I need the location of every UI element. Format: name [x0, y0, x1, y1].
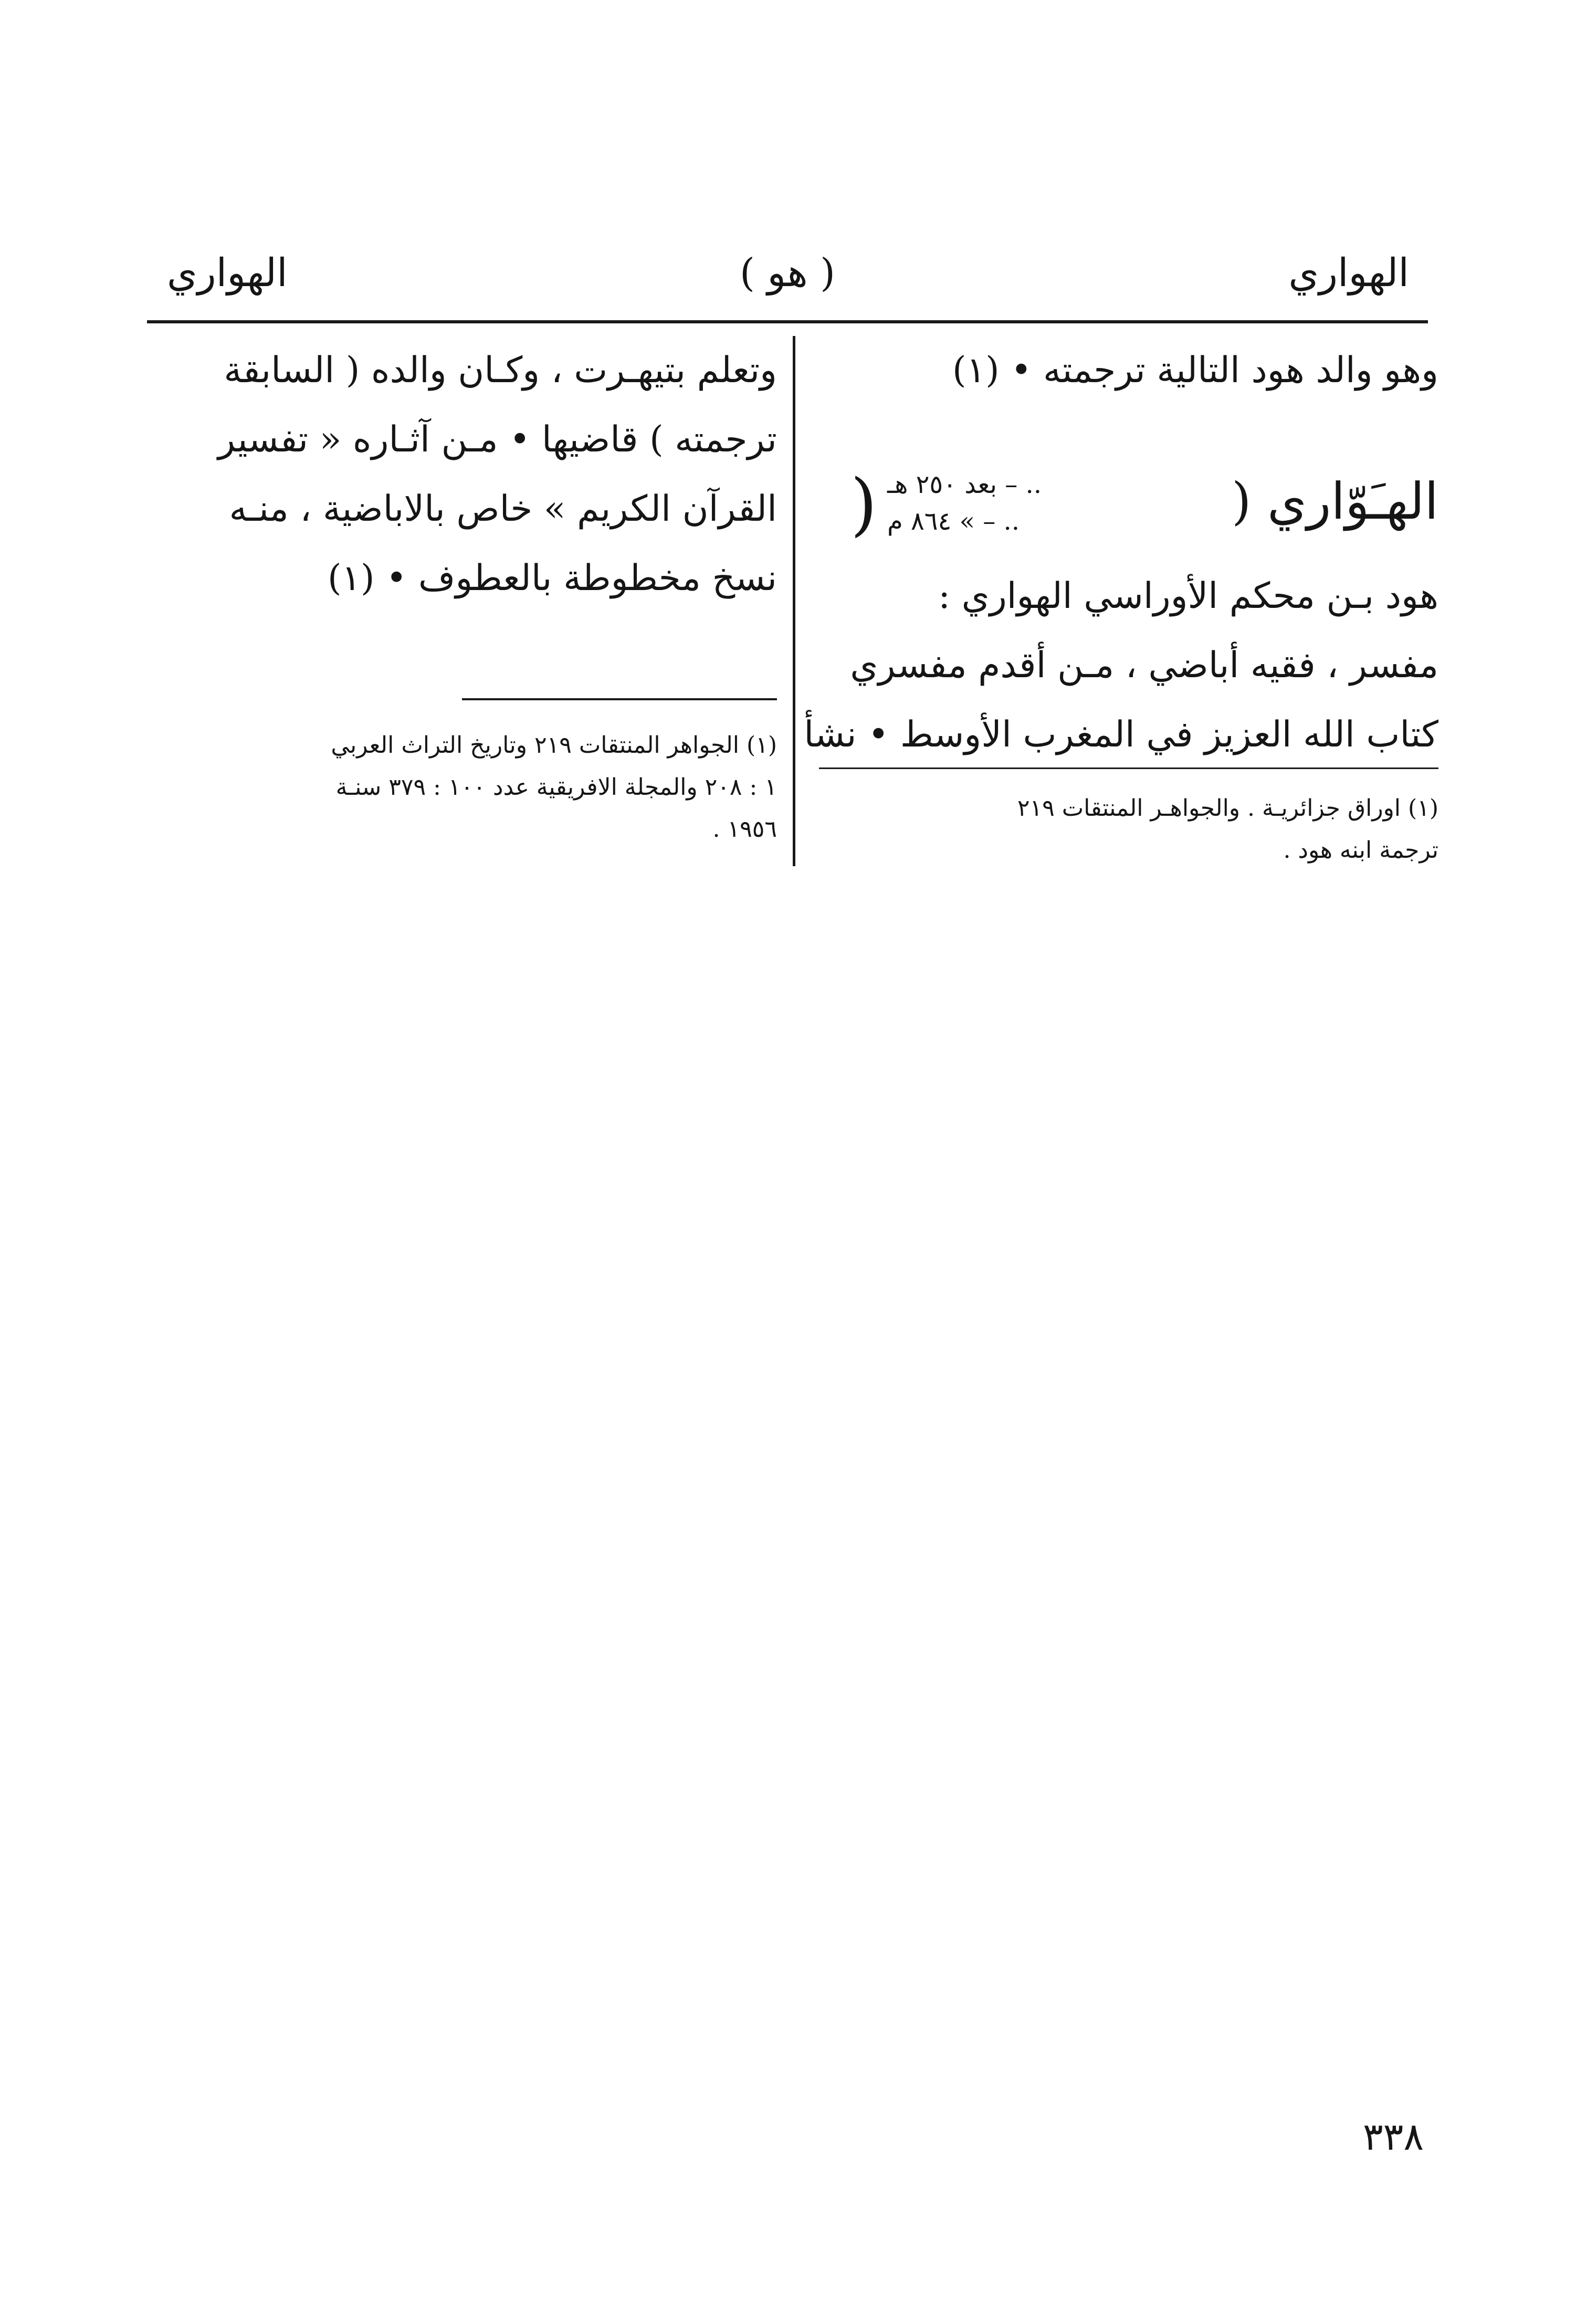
dates-gregorian: .. – » ٨٦٤ م: [887, 507, 1020, 536]
right-body-text: [804, 562, 1438, 770]
body-line: مفسر ، فقيه أباضي ، مـن أقدم مفسري: [850, 645, 1438, 686]
dates-close-paren: ): [850, 464, 877, 544]
page-number: ٣٣٨: [1362, 2115, 1424, 2159]
body-line: ترجمته ) قاضيها • مـن آثـاره « تفسير: [218, 419, 777, 460]
body-line: وتعلم بتيهـرت ، وكـان والده ( السابقة: [224, 350, 777, 391]
header-rule: [147, 320, 1428, 323]
intro-line: وهو والد هود التالية ترجمته • (١): [952, 350, 1438, 391]
body-line: نسخ مخطوطة بالعطوف • (١): [327, 558, 777, 599]
right-footnote: [1017, 787, 1438, 871]
footnote-rule: [462, 698, 777, 700]
entry-title: الهـَوّاري (: [1231, 472, 1438, 531]
running-header-right: الهواري: [1288, 250, 1409, 296]
body-line: هود بـن محكم الأوراسي الهواري :: [938, 575, 1438, 617]
dates-hijri: .. – بعد ٢٥٠ هـ: [887, 470, 1042, 499]
left-footnote: [331, 724, 777, 850]
footnote-line: ١٩٥٦ .: [712, 816, 777, 843]
footnote-line: ترجمة ابنه هود .: [1283, 837, 1438, 864]
running-header-center: ( هو ): [739, 250, 836, 296]
running-header-left: الهواري: [167, 250, 288, 296]
footnote-rule: [819, 767, 1438, 769]
column-divider: [793, 336, 795, 866]
left-body-text: [218, 336, 777, 613]
footnote-line: (١) الجواهر المنتقات ٢١٩ وتاريخ التراث العربي: [331, 732, 777, 759]
entry-dates: [850, 451, 1123, 556]
body-line: كتاب الله العزيز في المغرب الأوسط • نشأ: [804, 714, 1438, 755]
footnote-line: ١ : ٢٠٨ والمجلة الافريقية عدد ١٠٠ : ٣٧٩ سنـة: [335, 774, 777, 801]
body-line: القرآن الكريم » خاص بالاباضية ، منـه: [229, 488, 777, 530]
footnote-line: (١) اوراق جزائريـة . والجواهـر المنتقات ٢١٩: [1017, 795, 1438, 822]
